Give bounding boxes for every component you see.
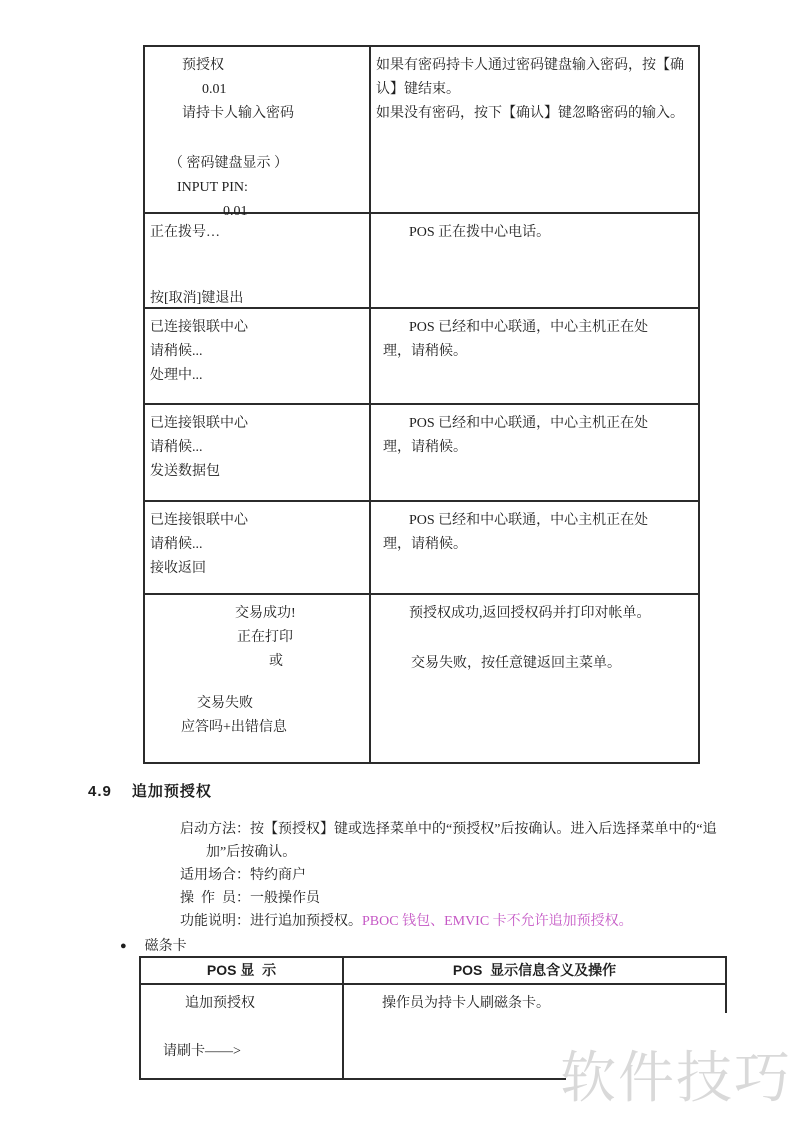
text-line: 0.01	[202, 82, 227, 97]
section-title: 追加预授权	[131, 783, 212, 800]
pos-display-cell	[145, 595, 371, 762]
bullet-item-magstripe-card	[120, 935, 187, 957]
text-line: 应答吗+出错信息	[181, 720, 287, 735]
text-line: POS 已经和中心联通，中心主机正在处	[409, 416, 649, 431]
pos-meaning-cell	[344, 992, 725, 1016]
bullet-icon: ●	[120, 940, 127, 952]
pos-display-cell	[145, 47, 371, 219]
text-line: POS 正在拨中心电话。	[409, 225, 551, 240]
pos-display-cell	[145, 214, 371, 307]
text-line: 预授权	[182, 58, 224, 73]
text-line	[145, 674, 369, 692]
text-line: 请刷卡——>	[163, 1044, 241, 1059]
pos-display-cell	[145, 502, 371, 593]
table-border-segment	[139, 983, 727, 985]
text-line: 已连接银联中心	[150, 416, 248, 431]
text-line: 如果有密码持卡人通过密码键盘输入密码，按【确	[376, 58, 684, 73]
paragraph-line: 操 作 员：一般操作员	[180, 891, 320, 906]
table-row	[145, 307, 698, 403]
pos-meaning-cell	[371, 214, 698, 307]
text-line: 如果没有密码，按下【确认】键忽略密码的输入。	[376, 106, 684, 121]
text-line: 操作员为持卡人刷磁条卡。	[382, 996, 550, 1011]
text-line: 已连接银联中心	[150, 513, 248, 528]
pos-display-cell	[141, 992, 342, 1064]
text-line	[145, 126, 369, 152]
text-line: 追加预授权	[185, 996, 255, 1011]
text-line: （ 密码键盘显示 ）	[169, 156, 288, 171]
text-line: 0.01	[223, 204, 248, 219]
section-number: 4.9	[88, 783, 112, 800]
text-line: 接收返回	[150, 561, 206, 576]
paragraph-line: 启动方法：按【预授权】键或选择菜单中的“预授权”后按确认。进入后选择菜单中的“追	[180, 822, 717, 837]
pos-display-cell	[145, 405, 371, 500]
pos-display-cell	[145, 309, 371, 403]
text-line	[145, 266, 369, 287]
text-line: 正在打印	[237, 630, 293, 645]
text-line: 交易失败，按任意键返回主菜单。	[411, 656, 621, 671]
column-header-pos-meaning: POS 显示信息含义及操作	[452, 962, 617, 978]
text-line: INPUT PIN:	[177, 180, 248, 195]
text-line	[371, 626, 698, 652]
text-line: 请稍候...	[150, 344, 203, 359]
table-border-segment	[139, 1078, 566, 1080]
table-row	[145, 403, 698, 500]
text-line	[145, 245, 369, 266]
table-row	[145, 500, 698, 593]
text-line: 正在拨号…	[150, 225, 220, 240]
text-line: 或	[269, 654, 283, 669]
text-line: 预授权成功,返回授权码并打印对帐单。	[409, 606, 651, 621]
text-line: 交易成功!	[235, 606, 296, 621]
pos-meaning-cell	[371, 47, 698, 212]
pos-meaning-cell	[371, 502, 698, 593]
column-header-pos-display: POS 显 示	[206, 962, 277, 978]
text-line: 发送数据包	[150, 464, 220, 479]
text-line: POS 已经和中心联通，中心主机正在处	[409, 513, 649, 528]
text-line: 请稍候...	[150, 537, 203, 552]
text-line: 理，请稍候。	[383, 537, 467, 552]
text-line	[141, 1016, 342, 1040]
pos-meaning-cell	[371, 309, 698, 403]
text-line: 交易失败	[197, 696, 253, 711]
pos-display-table	[143, 45, 700, 764]
paragraph-line: 适用场合：特约商户	[180, 868, 306, 883]
text-line: 理，请稍候。	[383, 344, 467, 359]
watermark-text: 软件技巧	[560, 1046, 792, 1109]
pos-meaning-cell	[371, 595, 698, 762]
text-line: POS 已经和中心联通，中心主机正在处	[409, 320, 649, 335]
text-line: 按[取消]键退出	[150, 291, 244, 306]
table-row	[145, 593, 698, 762]
bullet-label: 磁条卡	[144, 939, 187, 954]
section-body	[180, 818, 760, 933]
text-line: 理，请稍候。	[383, 440, 467, 455]
text-line: 处理中...	[150, 368, 203, 383]
text-line: 已连接银联中心	[150, 320, 248, 335]
text-line: 请稍候...	[150, 440, 203, 455]
table-row	[145, 212, 698, 307]
table-row	[145, 47, 698, 219]
section-heading	[88, 780, 212, 801]
function-note-label: 功能说明：进行追加预授权。	[180, 914, 362, 929]
paragraph-line	[180, 910, 760, 933]
function-note-restriction: PBOC 钱包、EMVIC 卡不允许追加预授权。	[362, 914, 633, 929]
pos-meaning-cell	[371, 405, 698, 500]
table-border-segment	[725, 956, 727, 1013]
text-line: 请持卡人输入密码	[182, 106, 294, 121]
paragraph-line: 加”后按确认。	[206, 845, 297, 860]
text-line: 认】键结束。	[376, 82, 460, 97]
